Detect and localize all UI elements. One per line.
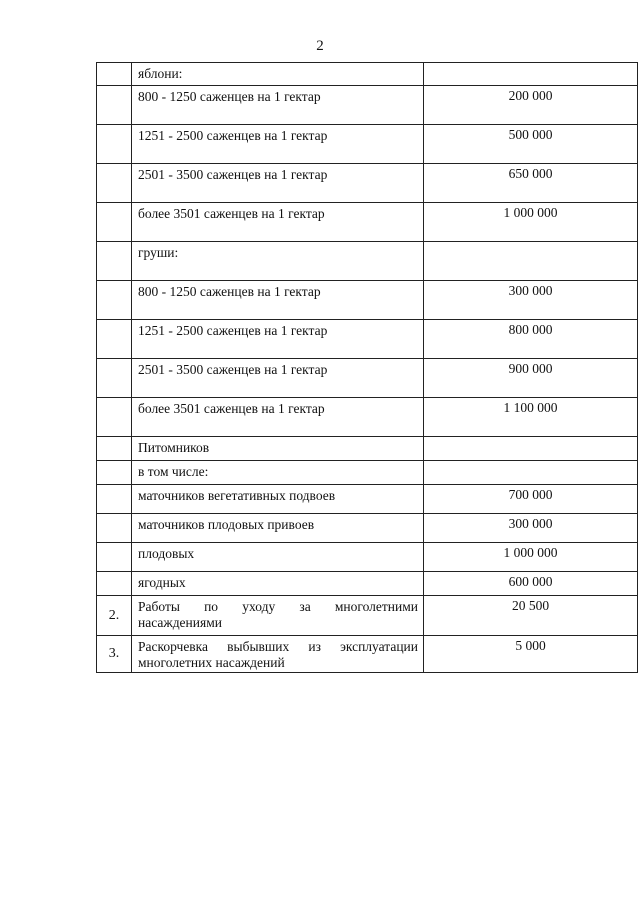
item-name-cell: 2501 - 3500 саженцев на 1 гектар: [132, 164, 424, 203]
item-name-cell: более 3501 саженцев на 1 гектар: [132, 203, 424, 242]
table-row: [97, 164, 638, 203]
item-value-cell: 20 500: [424, 596, 638, 636]
table-row: [97, 86, 638, 125]
item-value-cell: 1 000 000: [424, 203, 638, 242]
item-value-cell: 500 000: [424, 125, 638, 164]
item-value-cell: 600 000: [424, 572, 638, 596]
item-name-cell: маточников плодовых привоев: [132, 514, 424, 543]
item-name-cell: Питомников: [132, 437, 424, 461]
item-name-cell: маточников вегетативных подвоев: [132, 485, 424, 514]
row-number-cell: [97, 86, 132, 125]
row-number-cell: [97, 543, 132, 572]
table-row: [97, 125, 638, 164]
table-row: [97, 281, 638, 320]
item-value-cell: 5 000: [424, 636, 638, 673]
item-name-cell: яблони:: [132, 63, 424, 86]
table-row: [97, 63, 638, 86]
item-value-cell: [424, 461, 638, 485]
table-row: [97, 320, 638, 359]
table-row: [97, 514, 638, 543]
table-row: [97, 242, 638, 281]
row-number-cell: [97, 359, 132, 398]
row-number-cell: [97, 485, 132, 514]
table-row: [97, 543, 638, 572]
page-number: 2: [316, 38, 324, 54]
row-number-cell: [97, 320, 132, 359]
row-number-cell: [97, 242, 132, 281]
row-number-cell: [97, 572, 132, 596]
row-number-cell: [97, 461, 132, 485]
row-number-cell: [97, 437, 132, 461]
item-name-cell: 800 - 1250 саженцев на 1 гектар: [132, 86, 424, 125]
row-number-cell: [97, 398, 132, 437]
item-name-cell: груши:: [132, 242, 424, 281]
row-number-cell: [97, 203, 132, 242]
item-value-cell: 700 000: [424, 485, 638, 514]
item-value-cell: 800 000: [424, 320, 638, 359]
item-value-cell: 900 000: [424, 359, 638, 398]
table-row: [97, 572, 638, 596]
table-body: [97, 63, 638, 673]
table-row: [97, 636, 638, 673]
item-name-cell: 2501 - 3500 саженцев на 1 гектар: [132, 359, 424, 398]
row-number-cell: [97, 514, 132, 543]
item-value-cell: 200 000: [424, 86, 638, 125]
item-name-cell: в том числе:: [132, 461, 424, 485]
item-name-cell: Раскорчевка выбывших из эксплуатации многолетних насаждений: [132, 636, 424, 673]
item-value-cell: 300 000: [424, 281, 638, 320]
item-value-cell: 1 000 000: [424, 543, 638, 572]
item-value-cell: 650 000: [424, 164, 638, 203]
item-value-cell: [424, 437, 638, 461]
table-row: [97, 398, 638, 437]
table-row: [97, 461, 638, 485]
table-row: [97, 485, 638, 514]
item-value-cell: 300 000: [424, 514, 638, 543]
item-value-cell: 1 100 000: [424, 398, 638, 437]
item-name-cell: 1251 - 2500 саженцев на 1 гектар: [132, 125, 424, 164]
table-row: [97, 359, 638, 398]
table-row: [97, 596, 638, 636]
rates-table: [96, 62, 638, 673]
row-number-cell: [97, 281, 132, 320]
row-number-cell: [97, 63, 132, 86]
item-value-cell: [424, 63, 638, 86]
row-number-cell: [97, 164, 132, 203]
item-name-cell: плодовых: [132, 543, 424, 572]
table-row: [97, 437, 638, 461]
item-name-cell: Работы по уходу за многолетними насаждениями: [132, 596, 424, 636]
item-value-cell: [424, 242, 638, 281]
item-name-cell: 800 - 1250 саженцев на 1 гектар: [132, 281, 424, 320]
table-row: [97, 203, 638, 242]
item-name-cell: 1251 - 2500 саженцев на 1 гектар: [132, 320, 424, 359]
row-number-cell: 2.: [97, 596, 132, 636]
row-number-cell: [97, 125, 132, 164]
row-number-cell: 3.: [97, 636, 132, 673]
item-name-cell: ягодных: [132, 572, 424, 596]
item-name-cell: более 3501 саженцев на 1 гектар: [132, 398, 424, 437]
